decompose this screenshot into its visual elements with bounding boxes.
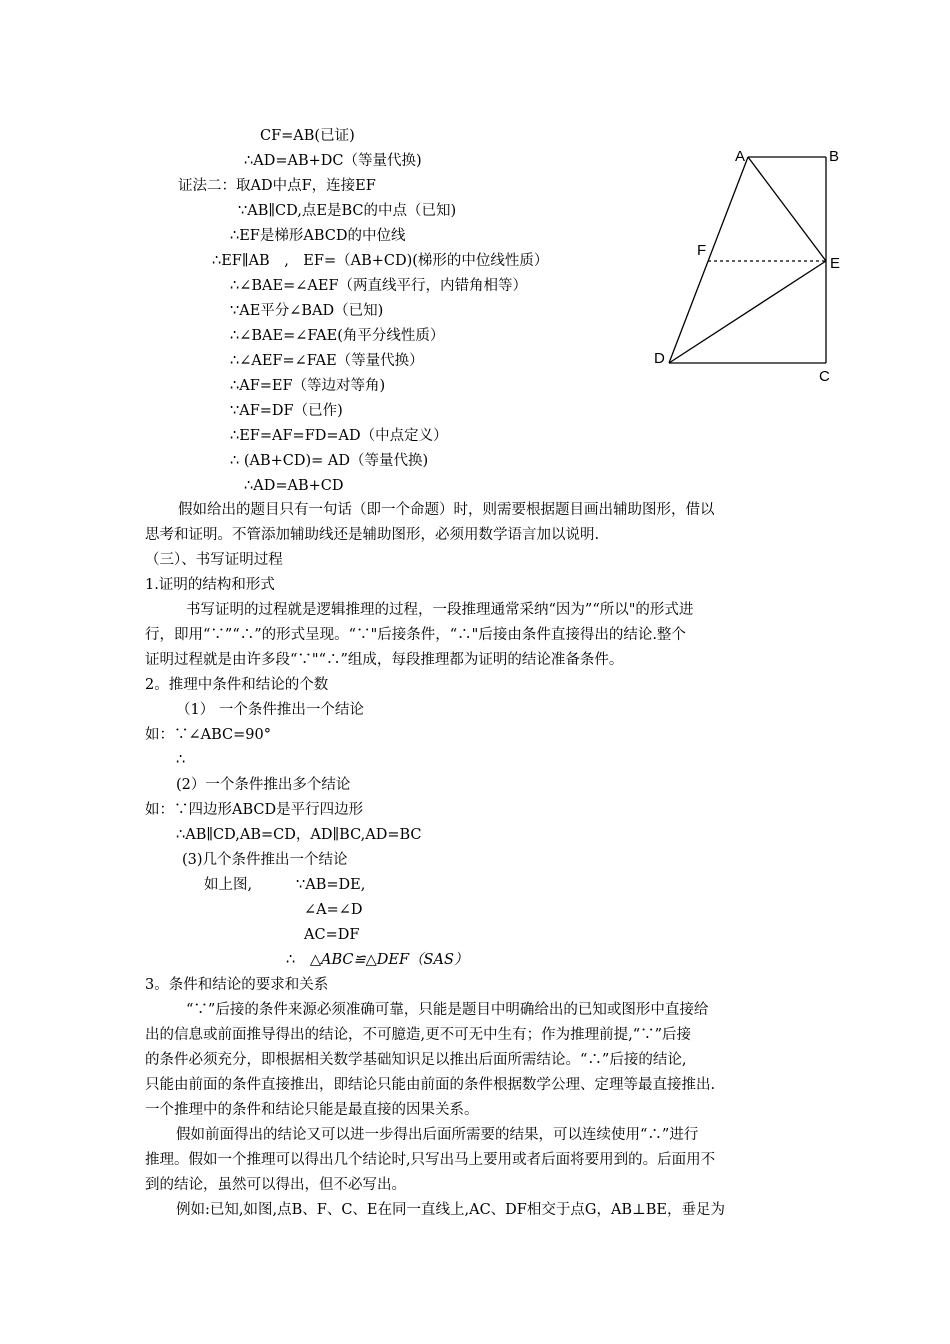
segment-ae — [748, 157, 826, 261]
point-label-d: D — [654, 350, 665, 367]
case-line: 如：∵四边形ABCD是平行四边形 — [145, 802, 364, 818]
section-heading: （三）、书写证明过程 — [145, 552, 283, 568]
case-line: ∴ — [176, 752, 186, 768]
case-label: (2）一个条件推出多个结论 — [176, 777, 351, 793]
case-label: (3)几个条件推出一个结论 — [182, 852, 348, 868]
point-label-f: F — [697, 242, 707, 259]
proof-line: ∴AD=AB+DC（等量代换) — [244, 153, 422, 169]
proof-line: ∴EF∥AB , EF=（AB+CD)(梯形的中位线性质） — [212, 253, 549, 269]
congruence-statement: △ABC≌△DEF（SAS） — [309, 952, 469, 968]
proof-line: ∴AD=AB+CD — [244, 478, 344, 494]
proof-line: ∵AE平分∠BAD（已知) — [230, 303, 384, 319]
proof-line: ∴EF是梯形ABCD的中位线 — [230, 228, 406, 244]
heading-requirements: 3。条件和结论的要求和关系 — [145, 977, 329, 993]
case-line: AC=DF — [304, 927, 360, 943]
paragraph-line: 出的信息或前面推导得出的结论，不可臆造,更不可无中生有；作为推理前提,“∵”后接 — [145, 1027, 692, 1043]
point-label-c: C — [819, 368, 830, 385]
proof-line: ∵AB∥CD,点E是BC的中点（已知) — [238, 203, 457, 219]
paragraph-line: 只能由前面的条件直接推出，即结论只能由前面的条件根据数学公理、定理等最直接推出. — [145, 1077, 716, 1093]
paragraph-line: 证明过程就是由许多段“∵"“∴”组成，每段推理都为证明的结论准备条件。 — [145, 652, 624, 668]
paragraph-line: 书写证明的过程就是逻辑推理的过程，一段推理通常采纳“因为”“所以"的形式进 — [186, 602, 694, 618]
paragraph-line: 假如前面得出的结论又可以进一步得出后面所需要的结果，可以连续使用“∴”进行 — [176, 1127, 699, 1143]
proof-line: CF=AB(已证) — [260, 128, 355, 144]
paragraph-line: “∵”后接的条件来源必须准确可靠，只能是题目中明确给出的已知或图形中直接给 — [186, 1002, 709, 1018]
case-line: ∵AB=DE, — [296, 877, 366, 893]
case-lead: 如上图, — [204, 877, 253, 893]
paragraph-line: 思考和证明。不管添加辅助线还是辅助图形，必须用数学语言加以说明. — [145, 527, 600, 543]
heading-count: 2。推理中条件和结论的个数 — [145, 677, 329, 693]
therefore-symbol: ∴ — [286, 952, 296, 968]
proof-line: ∴AF=EF（等边对等角) — [230, 378, 386, 394]
proof-line: 证法二：取AD中点F，连接EF — [178, 178, 376, 194]
case-line: ∴AB∥CD,AB=CD，AD∥BC,AD=BC — [176, 827, 422, 843]
proof-line: ∴EF=AF=FD=AD（中点定义） — [230, 428, 448, 444]
proof-line: ∴∠AEF=∠FAE（等量代换） — [230, 353, 424, 369]
proof-line: ∴ (AB+CD)= AD（等量代换) — [230, 453, 429, 469]
proof-line: ∴∠BAE=∠FAE(角平分线性质） — [230, 328, 445, 344]
point-label-b: B — [829, 148, 840, 165]
case-line: ∠A=∠D — [304, 902, 363, 918]
paragraph-line: 例如:已知,如图,点B、F、C、E在同一直线上,AC、DF相交于点G，AB⊥BE，垂足为 — [176, 1202, 725, 1218]
paragraph-line: 的条件必须充分，即根据相关数学基础知识足以推出后面所需结论。“∴”后接的结论, — [145, 1052, 687, 1068]
paragraph-line: 到的结论，虽然可以得出，但不必写出。 — [145, 1177, 406, 1193]
paragraph-line: 行，即用“∵”“∴”的形式呈现。“∵"后接条件，“∴"后接由条件直接得出的结论.整个 — [145, 627, 686, 643]
segment-de — [669, 261, 826, 363]
case-label: （1） 一个条件推出一个结论 — [176, 702, 364, 718]
case-line: 如：∵∠ABC=90° — [145, 727, 271, 743]
segment-ad — [669, 157, 748, 363]
proof-line: ∵AF=DF（已作) — [230, 403, 343, 419]
proof-line: ∴∠BAE=∠AEF（两直线平行，内错角相等） — [230, 278, 528, 294]
paragraph-line: 假如给出的题目只有一句话（即一个命题）时，则需要根据题目画出辅助图形，借以 — [178, 502, 715, 518]
point-label-e: E — [830, 255, 841, 272]
trapezoid-figure — [645, 140, 845, 390]
paragraph-line: 推理。假如一个推理可以得出几个结论时,只写出马上要用或者后面将要用到的。后面用不 — [145, 1152, 716, 1168]
case-line — [286, 950, 468, 970]
paragraph-line: 一个推理中的条件和结论只能是最直接的因果关系。 — [145, 1102, 479, 1118]
heading-structure: 1.证明的结构和形式 — [145, 577, 275, 593]
point-label-a: A — [735, 148, 746, 165]
